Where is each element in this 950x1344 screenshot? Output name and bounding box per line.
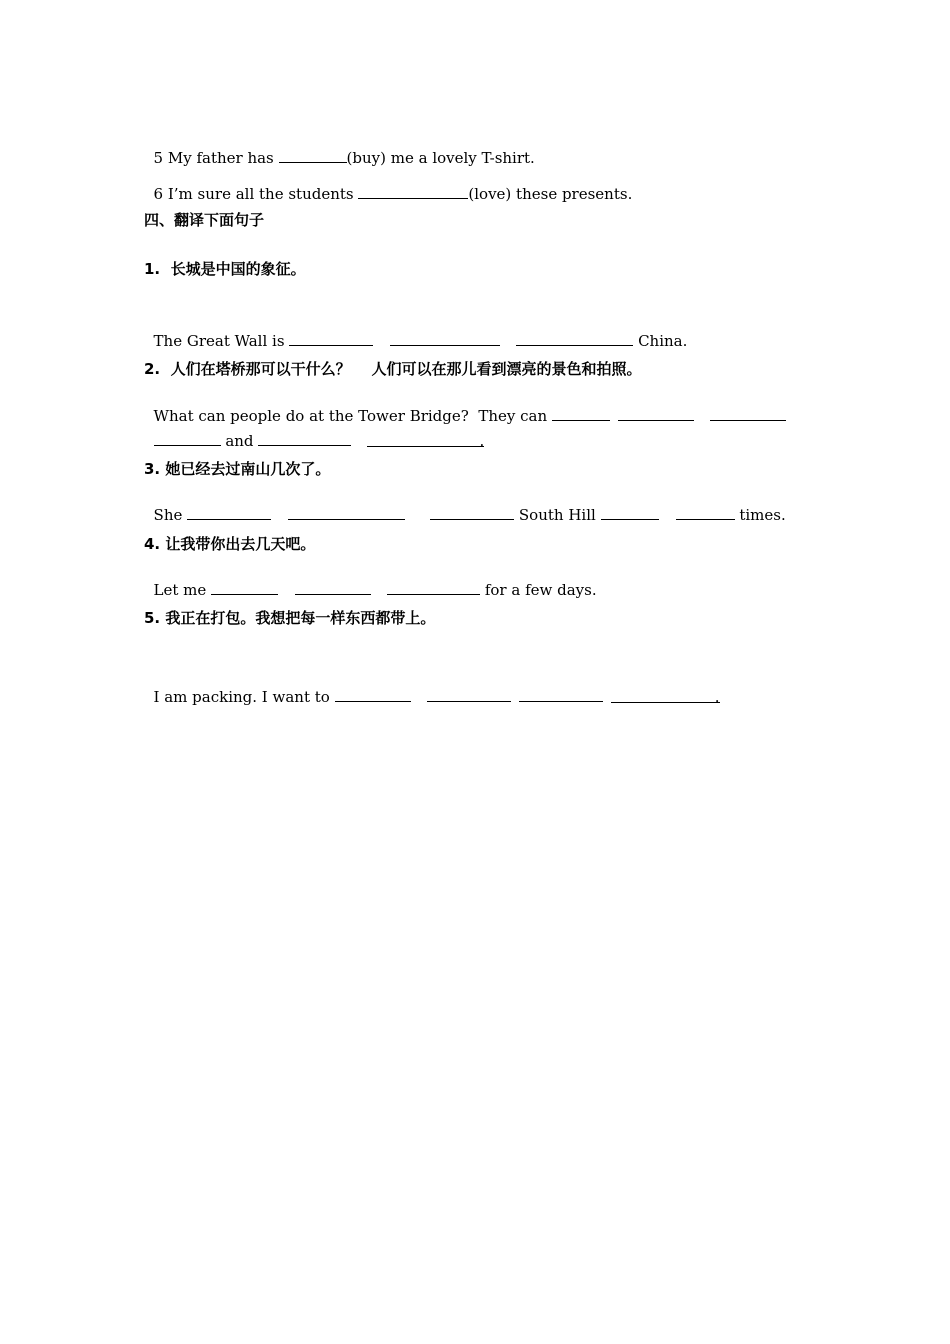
q2-blank-5[interactable] [258,430,351,446]
q2-period: . [479,432,485,450]
q4-blank-2[interactable] [295,579,371,595]
question-4-chinese: 4. 让我带你出去几天吧。 [144,535,316,553]
question-5-chinese: 5. 我正在打包。我想把每一样东西都带上。 [144,609,436,627]
question-2-chinese: 2. 人们在塔桥那可以干什么？ 人们可以在那儿看到漂亮的景色和拍照。 [144,360,642,378]
item-6-blank[interactable] [358,183,468,199]
q1-blank-2[interactable] [390,330,500,346]
question-3-english [144,484,786,525]
q2-blank-1[interactable] [552,405,610,421]
q5-period: . [714,688,720,706]
question-3-chinese: 3. 她已经去过南山几次了。 [144,460,331,478]
q2-and: and [220,432,259,450]
q3-blank-1[interactable] [187,504,271,520]
q5-blank-4[interactable] [611,687,720,706]
item-5-blank[interactable] [279,147,347,163]
item-5-hint: (buy) [346,149,386,167]
q3-blank-4[interactable] [601,504,659,520]
q4-blank-3[interactable] [387,579,480,595]
q1-text-start: The Great Wall is [153,332,290,350]
q3-text-start: She [153,506,188,524]
item-6-text-after: these presents. [511,185,633,203]
q1-blank-1[interactable] [289,330,373,346]
item-5-text-after: me a lovely T-shirt. [385,149,535,167]
q3-blank-2[interactable] [288,504,405,520]
question-2-english-line-2 [144,410,484,451]
item-5-text-before: 5 My father has [153,149,279,167]
question-5-english [144,666,720,707]
q5-blank-1[interactable] [335,686,411,702]
item-6-text-before: 6 I’m sure all the students [153,185,359,203]
q3-blank-3[interactable] [430,504,514,520]
q2-blank-2[interactable] [618,405,694,421]
q2-blank-6[interactable] [367,431,485,450]
q2-text-start: What can people do at the Tower Bridge? They can [153,407,552,425]
q3-blank-5[interactable] [676,504,735,520]
q1-blank-3[interactable] [516,330,633,346]
q4-text-end: for a few days. [480,581,597,599]
q4-blank-1[interactable] [211,579,278,595]
exercise-item-6 [144,163,632,204]
q1-text-end: China. [633,332,688,350]
q5-blank-3[interactable] [519,686,603,702]
q3-text-end: times. [734,506,786,524]
exercise-item-5 [144,127,535,168]
question-1-english [144,310,687,351]
question-4-english [144,559,597,600]
question-1-chinese: 1. 长城是中国的象征。 [144,260,306,278]
q4-text-start: Let me [153,581,212,599]
q2-blank-4[interactable] [154,430,221,446]
q5-text-start: I am packing. I want to [153,688,335,706]
q2-blank-3[interactable] [710,405,786,421]
item-6-hint: (love) [468,185,512,203]
q5-blank-2[interactable] [427,686,511,702]
section-heading: 四、翻译下面句子 [144,211,265,229]
q3-text-mid: South Hill [514,506,601,524]
